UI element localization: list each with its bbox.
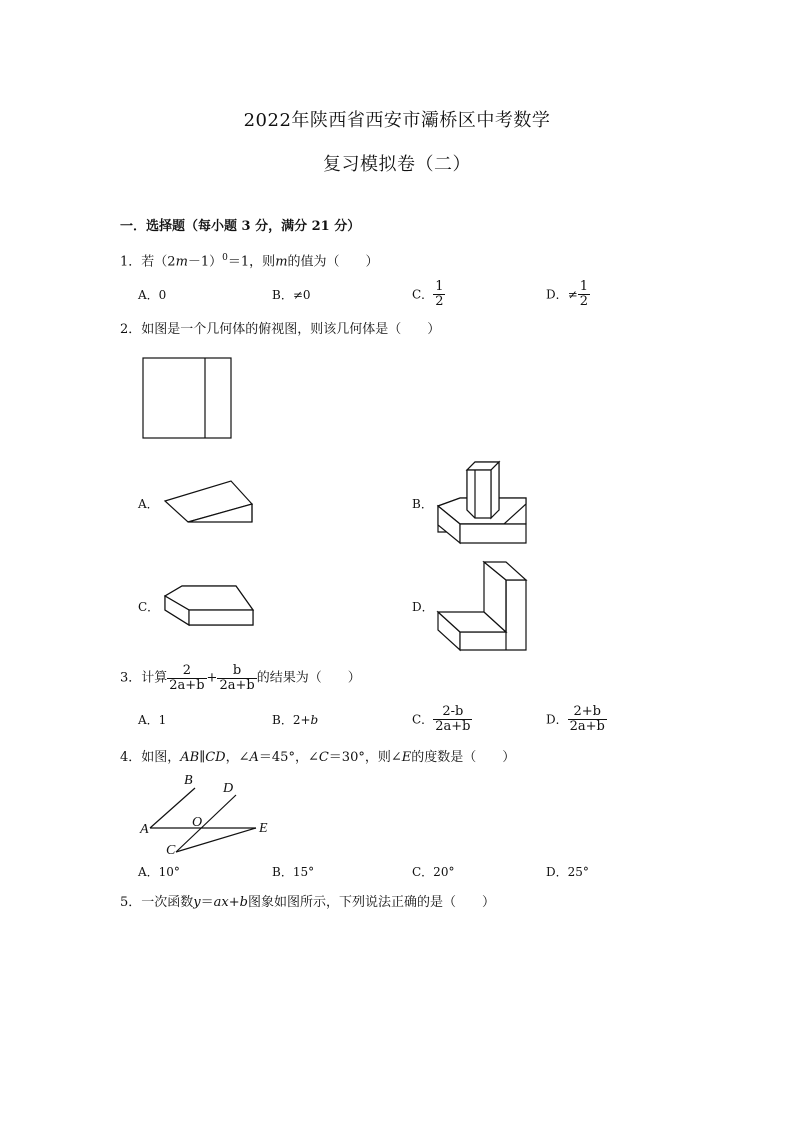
q4-end: 的度数是（ ） xyxy=(411,750,516,765)
q1-option-a[interactable]: A．0 xyxy=(138,288,167,302)
q5-plus: + xyxy=(228,895,240,910)
q3-d-numerator: 2+b xyxy=(568,705,607,720)
q4-c: C xyxy=(318,750,329,765)
q3-post: 的结果为（ ） xyxy=(256,670,361,686)
q5-b: b xyxy=(239,895,248,910)
flat-slab-front-face xyxy=(189,610,253,625)
page-title: 2022年陕西省西安市灞桥区中考数学 xyxy=(243,110,551,131)
question-3 xyxy=(120,664,361,693)
q5-eq: ＝ xyxy=(200,895,214,910)
q1-d-denominator: 2 xyxy=(579,294,588,309)
q4-a: A xyxy=(249,750,259,765)
slab-front-face xyxy=(460,524,526,543)
q4-option-b[interactable]: B．15° xyxy=(272,865,315,879)
q3-f1-numerator: 2 xyxy=(167,664,206,679)
q4-label-c: C xyxy=(166,843,176,858)
q5-y: y xyxy=(193,895,201,910)
q4-option-d[interactable]: D．25° xyxy=(546,865,589,879)
q4-figure xyxy=(139,773,268,858)
q3-option-a[interactable]: A．1 xyxy=(138,713,167,727)
q1-c-denominator: 2 xyxy=(435,294,444,309)
q3-option-b-var: b xyxy=(310,713,319,727)
q1-number: 1． xyxy=(120,254,142,270)
q4-label-b: B xyxy=(184,773,193,788)
q3-option-d-label: D． xyxy=(546,712,568,727)
q1-c-numerator: 1 xyxy=(435,279,444,294)
q4-label-o: O xyxy=(192,815,203,830)
q3-f2-denominator: 2a+b xyxy=(219,678,255,693)
question-4 xyxy=(120,750,515,766)
top-view-outline xyxy=(143,358,231,438)
q3-option-b[interactable] xyxy=(272,712,318,728)
q2-option-b[interactable]: B． xyxy=(412,497,433,511)
q2-option-a[interactable]: A． xyxy=(138,497,159,511)
q4-ab-cd: AB∥CD xyxy=(180,750,226,765)
q3-plus: + xyxy=(206,670,218,686)
q3-f1-denominator: 2a+b xyxy=(169,678,205,693)
q1-var-m2: m xyxy=(275,254,288,270)
q2-figure-d-l-shape[interactable] xyxy=(438,562,526,650)
q4-e: E xyxy=(401,750,412,765)
page-subtitle: 复习模拟卷（二） xyxy=(323,154,471,175)
q3-pre: 3．计算 xyxy=(120,670,168,686)
q1-option-c-label: C． xyxy=(412,287,434,302)
q3-c-denominator: 2a+b xyxy=(435,719,471,734)
q4-label-a: A xyxy=(140,822,149,837)
box-front-face xyxy=(467,470,491,518)
q5-ax: ax xyxy=(213,895,229,910)
q3-option-c-label: C． xyxy=(412,712,434,727)
q3-option-d[interactable] xyxy=(546,705,607,734)
question-5 xyxy=(120,895,495,911)
q4-number: 4．如图， xyxy=(120,750,181,765)
question-2: 2．如图是一个几何体的俯视图，则该几何体是（ ） xyxy=(120,322,441,337)
q1-option-b[interactable]: B．≠0 xyxy=(272,288,311,302)
q2-figure-c-flat-slab[interactable] xyxy=(165,586,253,625)
q5-pre: 5．一次函数 xyxy=(120,895,194,910)
q5-post: 图象如图所示，下列说法正确的是（ ） xyxy=(247,895,495,910)
q2-option-d[interactable]: D． xyxy=(412,600,434,614)
q1-exponent: 0 xyxy=(222,253,228,263)
q2-figure-a-wedge[interactable] xyxy=(165,481,252,522)
q3-c-numerator: 2-b xyxy=(433,705,472,720)
box-side-face xyxy=(491,462,499,518)
q4-v1: ＝45°，∠ xyxy=(258,750,319,765)
q1-mid: －1） xyxy=(187,254,223,270)
q1-option-d-label: D．≠ xyxy=(546,287,578,302)
q4-c1: ，∠ xyxy=(225,750,250,765)
q4-label-e: E xyxy=(259,821,268,836)
line-ab xyxy=(150,788,195,828)
q3-f2-numerator: b xyxy=(217,664,256,679)
q2-figure-b-slab-with-box[interactable] xyxy=(438,462,526,543)
q1-var-m: m xyxy=(175,254,188,270)
q1-end: 的值为（ ） xyxy=(287,254,379,270)
q4-option-c[interactable]: C．20° xyxy=(412,865,455,879)
q1-pre: 若（2 xyxy=(141,254,176,270)
q4-label-d: D xyxy=(223,781,234,796)
q3-d-denominator: 2a+b xyxy=(569,719,605,734)
q3-option-c[interactable] xyxy=(412,705,472,734)
q4-v2: ＝30°，则∠ xyxy=(328,750,402,765)
section-heading: 一．选择题（每小题 3 分，满分 21 分） xyxy=(120,219,361,234)
q2-option-c[interactable]: C． xyxy=(138,600,160,614)
q3-option-b-pre: B．2+ xyxy=(272,713,311,727)
q2-top-view xyxy=(143,358,231,438)
q1-post: ＝1，则 xyxy=(227,254,276,270)
q4-option-a[interactable]: A．10° xyxy=(138,865,180,879)
q1-d-numerator: 1 xyxy=(579,279,588,294)
